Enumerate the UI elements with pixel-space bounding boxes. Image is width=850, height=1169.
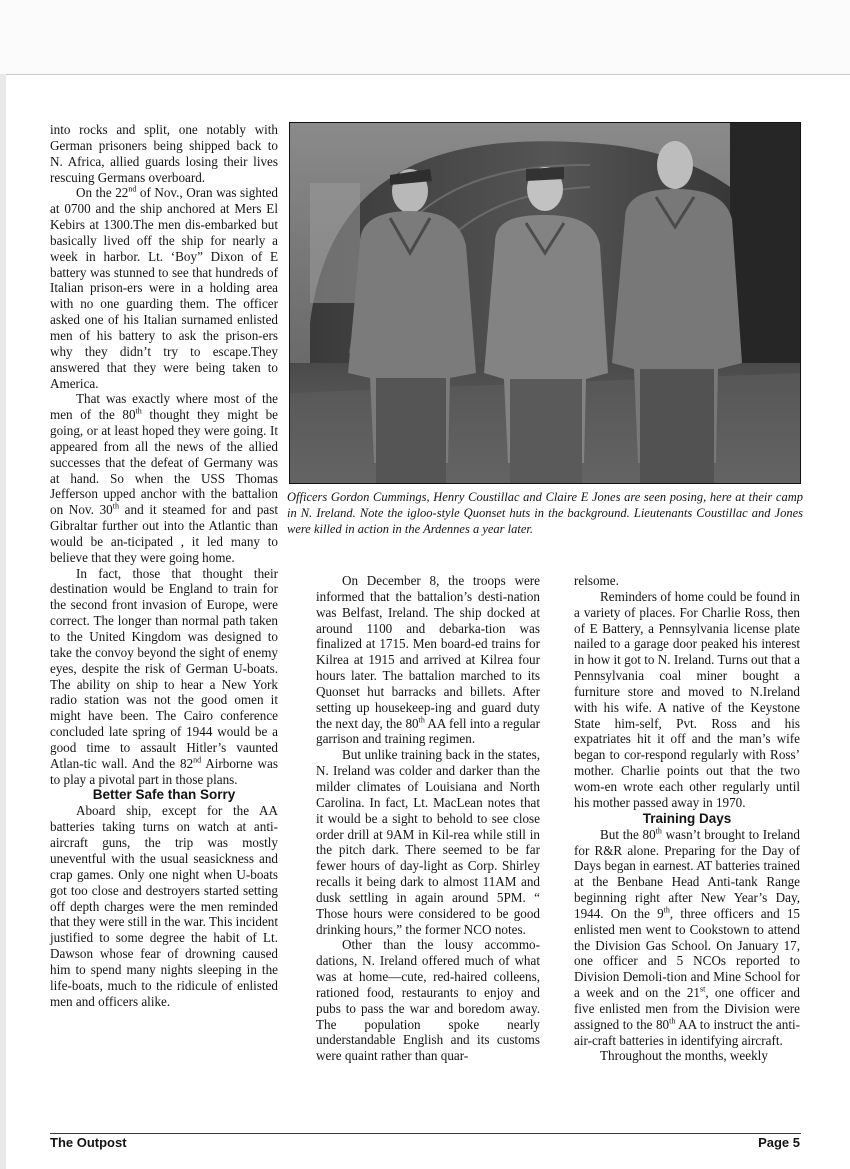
footer-rule [50,1133,801,1134]
paragraph: Other than the lousy accommo-dations, N. Ireland offered much of what was at home—cute, red-haired colleens, rationed food, restaurants to enjoy and pubs to pass the war and boredom away. The population spoke nearly understandable English and its customs were quaint rather than quar- [316,937,540,1064]
officers-photo [289,122,801,484]
paragraph: But the 80th wasn’t brought to Ireland for R&R alone. Preparing for the Day of Days began in earnest. AT batteries trained at the Benbane Head Anti-tank Range beginning right after New Year’s Day, 1944. On the 9th, three officers and 15 enlisted men went to Cookstown to attend the Division Gas School. On January 17, one officer and 5 NCOs reported to Division Demoli-tion and Mine School for a week and on the 21st, one officer and five enlisted men from the Division were assigned to the 80th AA to instruct the anti-air-craft batteries in identifying aircraft. [574,826,800,1048]
photo-caption: Officers Gordon Cummings, Henry Coustillac and Claire E Jones are seen posing, here at their camp in N. Ireland. Note the igloo-style Quonset huts in the background. Lieutenants Coustillac and Jones were killed in action in the Ardennes a year later. [287,490,803,536]
page-top-margin [0,0,850,75]
footer-page-number: Page 5 [758,1135,800,1150]
paragraph: Throughout the months, weekly [600,1048,768,1064]
section-heading: Training Days [642,810,732,826]
paragraph: In fact, those that thought their destination would be England to train for the second front invasion of Europe, were correct. The longer than normal path taken to the United Kingdom was designed to take the convoy beyond the sight of enemy eyes, despite the risk of German U-boats. The ability on ship to hear a New York radio station was not the good omen it might have been. The Cairo conference concluded late spring of 1944 would be a good time to assault Hitler’s vaunted Atlan-tic wall. And the 82nd Airborne was to play a pivotal part in those plans. [50,565,278,787]
paragraph: On the 22nd of Nov., Oran was sighted at 0700 and the ship anchored at Mers El Kebirs at 1300.The men dis-embarked but basically lived off the ship for nearly a week in harbor. Lt. ‘Boy” Dixon of E battery was stunned to see that hundreds of Italian prison-ers were in a holding area with no one guarding them. The officer asked one of his Italian surnamed enlisted men of his battery to ask the prison-ers why they didn’t try to escape.They answered that they were being taken to America. [50,185,278,391]
section-heading: Better Safe than Sorry [92,787,236,803]
footer-publication-name: The Outpost [50,1135,127,1150]
paragraph: But unlike training back in the states, N. Ireland was colder and darker than the milder climates of Louisiana and North Carolina. In fact, Lt. MacLean notes that it would be a sight to behold to see close order drill at 9AM in Kil-rea while still in the pitch dark. There seemed to be far fewer hours of day-light as Corp. Shirley recalls it being dark to almost 11AM and dusk settling in again around 5PM. “ Those hours were considered to be good drinking hours,” the former NCO notes. [316,747,540,937]
paragraph: On December 8, the troops were informed that the battalion’s desti-nation was Belfast, Ireland. The ship docked at around 1100 and debarka-tion was finalized at 1715. Men board-ed trains for Kilrea at 1915 and arrived at Kilrea four hours later. The battalion marched to its Quonset hut barracks and billets. After setting up housekeep-ing and guard duty the next day, the 80th AA fell into a regular garrison and training regimen. [316,573,540,747]
article-column-1 [50,122,278,1009]
paragraph: relsome. [574,573,619,588]
paragraph: Aboard ship, except for the AA batteries taking turns on watch at anti-aircraft guns, the trip was mostly uneventful with the usual seasickness and crap games. Only one night when U-boats got too close and destroyers started setting off depth charges were the men reminded that they were still in the war. This incident justified to some degree the habit of Lt. Dawson whose fear of drowning caused him to spend many nights sleeping in the life-boats, much to the ridicule of enlisted men and officers alike. [50,803,278,1009]
article-column-2 [316,573,540,1064]
paragraph: That was exactly where most of the men of the 80th thought they might be going, or at least hoped they were going. It appeared from all the news of the allied successes that the defeat of Germany was at hand. So when the USS Thomas Jefferson upped anchor with the battalion on Nov. 30th and it steamed for and past Gibraltar further out into the Atlantic than would be an-ticipated , it led many to believe that they were going home. [50,391,278,565]
article-column-3 [574,573,800,1064]
page-left-edge [0,74,6,1169]
paragraph: Reminders of home could be found in a variety of places. For Charlie Ross, then of E Battery, a Pennsylvania license plate nailed to a garage door peaked his interest in how it got to N. Ireland. Turns out that a Pennsylvania coal miner bought a furniture store and moved to N.Ireland with his wife. A native of the Keystone State him-self, Pvt. Ross and his expatriates hit it off and the man’s wife began to cor-respond regularly with Ross’ mother. Charlie points out that the two wom-en wrote each other regularly until his mother passed away in 1970. [574,588,800,810]
paragraph: into rocks and split, one notably with German prisoners being shipped back to N. Africa, allied guards losing their lives rescuing Germans overboard. [50,122,278,185]
